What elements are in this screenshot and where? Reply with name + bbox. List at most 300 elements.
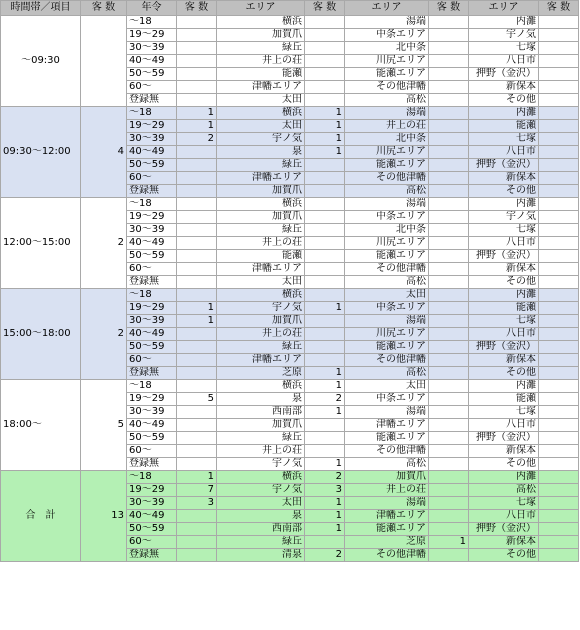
area-2-cell[interactable]: 太田 [345, 380, 429, 393]
area-1-count-cell[interactable]: 1 [305, 523, 345, 536]
age-count-cell[interactable] [177, 211, 217, 224]
age-range-cell[interactable]: 60～ [127, 445, 177, 458]
area-3-count-cell[interactable] [539, 510, 579, 523]
area-3-cell[interactable]: 押野（金沢） [469, 341, 539, 354]
area-3-cell[interactable]: 押野（金沢） [469, 523, 539, 536]
area-1-count-cell[interactable]: 1 [305, 120, 345, 133]
area-1-cell[interactable]: 津幡エリア [217, 263, 305, 276]
age-count-cell[interactable] [177, 354, 217, 367]
header-cell[interactable]: エリア [469, 1, 539, 16]
area-1-count-cell[interactable] [305, 29, 345, 42]
area-2-count-cell[interactable] [429, 380, 469, 393]
age-range-cell[interactable]: 50～59 [127, 68, 177, 81]
area-3-count-cell[interactable] [539, 276, 579, 289]
time-slot-cell[interactable]: ～09:30 [1, 16, 81, 107]
age-range-cell[interactable]: 登録無 [127, 367, 177, 380]
area-3-cell[interactable]: 能瀬 [469, 393, 539, 406]
area-1-cell[interactable]: 横浜 [217, 107, 305, 120]
area-2-cell[interactable]: 北中条 [345, 133, 429, 146]
area-2-cell[interactable]: その他津幡 [345, 445, 429, 458]
age-range-cell[interactable]: 40～49 [127, 146, 177, 159]
age-range-cell[interactable]: 30～39 [127, 224, 177, 237]
age-count-cell[interactable] [177, 16, 217, 29]
area-1-cell[interactable]: 宇ノ気 [217, 302, 305, 315]
area-1-cell[interactable]: 宇ノ気 [217, 458, 305, 471]
area-3-cell[interactable]: 押野（金沢） [469, 159, 539, 172]
area-1-cell[interactable]: 泉 [217, 393, 305, 406]
area-2-count-cell[interactable] [429, 29, 469, 42]
area-1-cell[interactable]: 井上の荘 [217, 328, 305, 341]
area-2-cell[interactable]: 高松 [345, 458, 429, 471]
area-2-count-cell[interactable] [429, 42, 469, 55]
area-3-cell[interactable]: 内灘 [469, 380, 539, 393]
area-1-cell[interactable]: 西南部 [217, 406, 305, 419]
area-3-count-cell[interactable] [539, 458, 579, 471]
area-1-cell[interactable]: 能瀬 [217, 68, 305, 81]
area-2-cell[interactable]: その他津幡 [345, 263, 429, 276]
age-range-cell[interactable]: 50～59 [127, 523, 177, 536]
area-1-count-cell[interactable]: 1 [305, 146, 345, 159]
age-range-cell[interactable]: ～18 [127, 471, 177, 484]
area-3-count-cell[interactable] [539, 198, 579, 211]
area-2-cell[interactable]: 能瀬エリア [345, 68, 429, 81]
age-range-cell[interactable]: 30～39 [127, 406, 177, 419]
area-3-count-cell[interactable] [539, 315, 579, 328]
area-2-count-cell[interactable] [429, 419, 469, 432]
area-2-cell[interactable]: 湯端 [345, 107, 429, 120]
area-3-count-cell[interactable] [539, 263, 579, 276]
area-2-count-cell[interactable] [429, 432, 469, 445]
age-count-cell[interactable] [177, 536, 217, 549]
age-count-cell[interactable] [177, 146, 217, 159]
area-3-cell[interactable]: 能瀬 [469, 302, 539, 315]
age-count-cell[interactable] [177, 55, 217, 68]
area-2-cell[interactable]: 中条エリア [345, 211, 429, 224]
area-1-count-cell[interactable] [305, 42, 345, 55]
area-2-count-cell[interactable] [429, 237, 469, 250]
area-1-cell[interactable]: 太田 [217, 120, 305, 133]
age-range-cell[interactable]: 50～59 [127, 432, 177, 445]
area-2-count-cell[interactable] [429, 250, 469, 263]
area-2-cell[interactable]: 高松 [345, 185, 429, 198]
age-range-cell[interactable]: 19～29 [127, 393, 177, 406]
age-range-cell[interactable]: 40～49 [127, 237, 177, 250]
area-3-cell[interactable]: 能瀬 [469, 120, 539, 133]
area-3-count-cell[interactable] [539, 471, 579, 484]
area-3-count-cell[interactable] [539, 224, 579, 237]
area-1-count-cell[interactable]: 2 [305, 471, 345, 484]
area-1-count-cell[interactable] [305, 445, 345, 458]
age-count-cell[interactable] [177, 406, 217, 419]
area-3-count-cell[interactable] [539, 549, 579, 562]
area-2-count-cell[interactable] [429, 510, 469, 523]
area-1-count-cell[interactable] [305, 224, 345, 237]
area-1-count-cell[interactable]: 1 [305, 510, 345, 523]
area-1-cell[interactable]: 緑丘 [217, 159, 305, 172]
area-3-cell[interactable]: その他 [469, 94, 539, 107]
area-1-count-cell[interactable] [305, 68, 345, 81]
area-1-cell[interactable]: 加賀爪 [217, 185, 305, 198]
area-3-count-cell[interactable] [539, 55, 579, 68]
area-1-count-cell[interactable] [305, 328, 345, 341]
header-cell[interactable]: 客 数 [81, 1, 127, 16]
area-1-cell[interactable]: 加賀爪 [217, 211, 305, 224]
slot-customer-count-cell[interactable]: 4 [81, 107, 127, 198]
area-2-count-cell[interactable] [429, 55, 469, 68]
area-3-count-cell[interactable] [539, 42, 579, 55]
age-count-cell[interactable] [177, 172, 217, 185]
area-3-cell[interactable]: 八日市 [469, 237, 539, 250]
age-range-cell[interactable]: 登録無 [127, 185, 177, 198]
area-2-count-cell[interactable] [429, 393, 469, 406]
area-2-cell[interactable]: その他津幡 [345, 549, 429, 562]
age-count-cell[interactable] [177, 237, 217, 250]
area-2-count-cell[interactable] [429, 211, 469, 224]
area-2-cell[interactable]: 能瀬エリア [345, 341, 429, 354]
area-1-cell[interactable]: 津幡エリア [217, 354, 305, 367]
age-count-cell[interactable]: 1 [177, 471, 217, 484]
slot-customer-count-cell[interactable]: 2 [81, 198, 127, 289]
area-3-cell[interactable]: 内灘 [469, 198, 539, 211]
area-3-count-cell[interactable] [539, 146, 579, 159]
area-1-cell[interactable]: 緑丘 [217, 224, 305, 237]
area-3-count-cell[interactable] [539, 172, 579, 185]
area-3-cell[interactable]: 七塚 [469, 224, 539, 237]
area-1-count-cell[interactable] [305, 159, 345, 172]
area-2-count-cell[interactable] [429, 406, 469, 419]
slot-customer-count-cell[interactable] [81, 16, 127, 107]
age-count-cell[interactable] [177, 549, 217, 562]
area-1-cell[interactable]: 井上の荘 [217, 445, 305, 458]
area-1-count-cell[interactable] [305, 185, 345, 198]
area-2-cell[interactable]: 湯端 [345, 406, 429, 419]
area-3-count-cell[interactable] [539, 445, 579, 458]
area-1-cell[interactable]: 緑丘 [217, 341, 305, 354]
age-count-cell[interactable] [177, 419, 217, 432]
area-1-count-cell[interactable] [305, 198, 345, 211]
area-2-cell[interactable]: 川尻エリア [345, 328, 429, 341]
area-1-cell[interactable]: 横浜 [217, 198, 305, 211]
area-2-count-cell[interactable] [429, 68, 469, 81]
area-1-cell[interactable]: 西南部 [217, 523, 305, 536]
area-2-cell[interactable]: 津幡エリア [345, 419, 429, 432]
area-3-count-cell[interactable] [539, 523, 579, 536]
area-3-cell[interactable]: 八日市 [469, 510, 539, 523]
area-1-count-cell[interactable]: 1 [305, 458, 345, 471]
age-count-cell[interactable] [177, 42, 217, 55]
area-2-cell[interactable]: その他津幡 [345, 172, 429, 185]
area-3-cell[interactable]: 新保本 [469, 263, 539, 276]
area-2-cell[interactable]: 北中条 [345, 224, 429, 237]
area-1-count-cell[interactable] [305, 211, 345, 224]
area-1-count-cell[interactable]: 1 [305, 380, 345, 393]
age-range-cell[interactable]: 60～ [127, 81, 177, 94]
area-1-count-cell[interactable] [305, 289, 345, 302]
area-3-count-cell[interactable] [539, 107, 579, 120]
area-2-cell[interactable]: 湯端 [345, 497, 429, 510]
header-cell[interactable]: エリア [217, 1, 305, 16]
area-2-cell[interactable]: 中条エリア [345, 29, 429, 42]
area-3-count-cell[interactable] [539, 185, 579, 198]
age-count-cell[interactable] [177, 263, 217, 276]
area-2-count-cell[interactable] [429, 159, 469, 172]
area-1-count-cell[interactable] [305, 16, 345, 29]
area-3-count-cell[interactable] [539, 432, 579, 445]
area-1-count-cell[interactable] [305, 81, 345, 94]
header-cell[interactable]: 客 数 [539, 1, 579, 16]
area-2-cell[interactable]: 高松 [345, 94, 429, 107]
area-1-cell[interactable]: 緑丘 [217, 432, 305, 445]
area-3-cell[interactable]: その他 [469, 185, 539, 198]
area-2-cell[interactable]: 川尻エリア [345, 146, 429, 159]
area-3-count-cell[interactable] [539, 16, 579, 29]
area-3-count-cell[interactable] [539, 211, 579, 224]
area-2-count-cell[interactable] [429, 198, 469, 211]
area-2-count-cell[interactable] [429, 172, 469, 185]
area-1-cell[interactable]: 太田 [217, 497, 305, 510]
area-1-count-cell[interactable] [305, 250, 345, 263]
area-1-cell[interactable]: 加賀爪 [217, 419, 305, 432]
area-3-cell[interactable]: 新保本 [469, 445, 539, 458]
area-3-cell[interactable]: その他 [469, 367, 539, 380]
age-count-cell[interactable] [177, 159, 217, 172]
area-3-cell[interactable]: 押野（金沢） [469, 432, 539, 445]
area-1-cell[interactable]: 清泉 [217, 549, 305, 562]
area-2-cell[interactable]: 中条エリア [345, 302, 429, 315]
area-2-count-cell[interactable] [429, 328, 469, 341]
age-count-cell[interactable]: 1 [177, 120, 217, 133]
area-2-cell[interactable]: その他津幡 [345, 354, 429, 367]
age-count-cell[interactable] [177, 510, 217, 523]
area-3-count-cell[interactable] [539, 302, 579, 315]
area-2-count-cell[interactable] [429, 471, 469, 484]
area-3-cell[interactable]: 高松 [469, 484, 539, 497]
area-3-cell[interactable]: その他 [469, 276, 539, 289]
age-count-cell[interactable] [177, 68, 217, 81]
header-cell[interactable]: 時間帯／項目 [1, 1, 81, 16]
area-1-cell[interactable]: 緑丘 [217, 536, 305, 549]
age-range-cell[interactable]: 登録無 [127, 458, 177, 471]
age-range-cell[interactable]: 19～29 [127, 484, 177, 497]
area-3-count-cell[interactable] [539, 237, 579, 250]
age-count-cell[interactable] [177, 445, 217, 458]
area-2-count-cell[interactable] [429, 16, 469, 29]
area-1-count-cell[interactable]: 1 [305, 133, 345, 146]
area-3-cell[interactable]: 内灘 [469, 471, 539, 484]
time-slot-cell[interactable]: 18:00～ [1, 380, 81, 471]
header-cell[interactable]: 客 数 [429, 1, 469, 16]
age-range-cell[interactable]: ～18 [127, 16, 177, 29]
area-2-count-cell[interactable] [429, 263, 469, 276]
age-count-cell[interactable] [177, 458, 217, 471]
area-2-count-cell[interactable] [429, 133, 469, 146]
area-3-count-cell[interactable] [539, 367, 579, 380]
area-2-cell[interactable]: 湯端 [345, 315, 429, 328]
age-count-cell[interactable] [177, 29, 217, 42]
area-2-cell[interactable]: その他津幡 [345, 81, 429, 94]
area-3-cell[interactable]: 宇ノ気 [469, 211, 539, 224]
age-range-cell[interactable]: 40～49 [127, 419, 177, 432]
age-count-cell[interactable] [177, 341, 217, 354]
area-1-count-cell[interactable]: 1 [305, 406, 345, 419]
age-range-cell[interactable]: 19～29 [127, 29, 177, 42]
area-3-cell[interactable]: 内灘 [469, 107, 539, 120]
area-1-cell[interactable]: 横浜 [217, 16, 305, 29]
area-2-count-cell[interactable] [429, 81, 469, 94]
age-count-cell[interactable] [177, 328, 217, 341]
area-1-cell[interactable]: 津幡エリア [217, 172, 305, 185]
area-3-cell[interactable]: 七塚 [469, 315, 539, 328]
area-2-count-cell[interactable] [429, 549, 469, 562]
area-3-count-cell[interactable] [539, 289, 579, 302]
time-slot-cell[interactable]: 15:00～18:00 [1, 289, 81, 380]
area-2-cell[interactable]: 能瀬エリア [345, 250, 429, 263]
area-2-cell[interactable]: 能瀬エリア [345, 523, 429, 536]
area-3-count-cell[interactable] [539, 380, 579, 393]
area-1-count-cell[interactable]: 1 [305, 497, 345, 510]
age-count-cell[interactable] [177, 432, 217, 445]
age-count-cell[interactable]: 1 [177, 302, 217, 315]
area-3-cell[interactable]: その他 [469, 549, 539, 562]
area-1-cell[interactable]: 宇ノ気 [217, 484, 305, 497]
area-1-count-cell[interactable] [305, 94, 345, 107]
age-range-cell[interactable]: 19～29 [127, 120, 177, 133]
area-1-count-cell[interactable] [305, 237, 345, 250]
area-1-cell[interactable]: 加賀爪 [217, 29, 305, 42]
area-3-count-cell[interactable] [539, 133, 579, 146]
area-2-count-cell[interactable] [429, 484, 469, 497]
area-2-count-cell[interactable] [429, 367, 469, 380]
area-3-cell[interactable]: 新保本 [469, 81, 539, 94]
area-1-cell[interactable]: 泉 [217, 146, 305, 159]
header-cell[interactable]: 客 数 [177, 1, 217, 16]
area-3-count-cell[interactable] [539, 250, 579, 263]
area-3-count-cell[interactable] [539, 120, 579, 133]
area-3-count-cell[interactable] [539, 354, 579, 367]
age-count-cell[interactable] [177, 523, 217, 536]
area-3-cell[interactable]: その他 [469, 458, 539, 471]
area-2-count-cell[interactable] [429, 445, 469, 458]
age-count-cell[interactable] [177, 81, 217, 94]
area-2-count-cell[interactable] [429, 120, 469, 133]
area-2-count-cell[interactable]: 1 [429, 536, 469, 549]
slot-customer-count-cell[interactable]: 2 [81, 289, 127, 380]
age-range-cell[interactable]: 登録無 [127, 276, 177, 289]
area-2-count-cell[interactable] [429, 497, 469, 510]
age-range-cell[interactable]: 登録無 [127, 549, 177, 562]
area-2-count-cell[interactable] [429, 523, 469, 536]
area-1-cell[interactable]: 宇ノ気 [217, 133, 305, 146]
age-range-cell[interactable]: 30～39 [127, 497, 177, 510]
area-2-cell[interactable]: 井上の荘 [345, 120, 429, 133]
area-1-count-cell[interactable]: 2 [305, 549, 345, 562]
area-1-cell[interactable]: 太田 [217, 276, 305, 289]
area-2-cell[interactable]: 川尻エリア [345, 237, 429, 250]
age-range-cell[interactable]: 50～59 [127, 159, 177, 172]
area-2-cell[interactable]: 川尻エリア [345, 55, 429, 68]
age-range-cell[interactable]: 19～29 [127, 211, 177, 224]
area-2-count-cell[interactable] [429, 341, 469, 354]
age-range-cell[interactable]: 50～59 [127, 341, 177, 354]
age-count-cell[interactable] [177, 94, 217, 107]
area-3-cell[interactable]: 七塚 [469, 406, 539, 419]
age-count-cell[interactable]: 2 [177, 133, 217, 146]
area-1-count-cell[interactable] [305, 354, 345, 367]
age-range-cell[interactable]: 60～ [127, 536, 177, 549]
time-slot-cell[interactable]: 合 計 [1, 471, 81, 562]
age-range-cell[interactable]: 40～49 [127, 55, 177, 68]
age-range-cell[interactable]: 19～29 [127, 302, 177, 315]
area-2-cell[interactable]: 能瀬エリア [345, 432, 429, 445]
area-1-count-cell[interactable] [305, 432, 345, 445]
age-range-cell[interactable]: ～18 [127, 107, 177, 120]
age-range-cell[interactable]: 40～49 [127, 510, 177, 523]
area-3-count-cell[interactable] [539, 341, 579, 354]
area-3-count-cell[interactable] [539, 419, 579, 432]
area-1-count-cell[interactable]: 1 [305, 302, 345, 315]
area-3-count-cell[interactable] [539, 68, 579, 81]
age-count-cell[interactable] [177, 250, 217, 263]
area-2-count-cell[interactable] [429, 458, 469, 471]
area-1-cell[interactable]: 横浜 [217, 471, 305, 484]
area-1-cell[interactable]: 泉 [217, 510, 305, 523]
age-count-cell[interactable]: 5 [177, 393, 217, 406]
area-3-cell[interactable]: 新保本 [469, 536, 539, 549]
area-1-cell[interactable]: 横浜 [217, 289, 305, 302]
age-count-cell[interactable]: 1 [177, 107, 217, 120]
age-range-cell[interactable]: 60～ [127, 172, 177, 185]
header-cell[interactable]: エリア [345, 1, 429, 16]
area-3-count-cell[interactable] [539, 497, 579, 510]
area-1-count-cell[interactable]: 1 [305, 367, 345, 380]
area-2-cell[interactable]: 芝原 [345, 536, 429, 549]
area-3-count-cell[interactable] [539, 29, 579, 42]
area-3-cell[interactable]: 八日市 [469, 419, 539, 432]
age-count-cell[interactable]: 3 [177, 497, 217, 510]
age-range-cell[interactable]: 30～39 [127, 42, 177, 55]
area-3-cell[interactable]: 内灘 [469, 16, 539, 29]
area-1-count-cell[interactable]: 1 [305, 107, 345, 120]
header-cell[interactable]: 客 数 [305, 1, 345, 16]
area-3-cell[interactable]: 七塚 [469, 497, 539, 510]
time-slot-cell[interactable]: 12:00～15:00 [1, 198, 81, 289]
age-count-cell[interactable] [177, 198, 217, 211]
area-3-cell[interactable]: 新保本 [469, 172, 539, 185]
age-count-cell[interactable] [177, 224, 217, 237]
age-count-cell[interactable] [177, 289, 217, 302]
area-1-cell[interactable]: 能瀬 [217, 250, 305, 263]
age-range-cell[interactable]: 60～ [127, 263, 177, 276]
area-2-cell[interactable]: 北中条 [345, 42, 429, 55]
area-2-cell[interactable]: 能瀬エリア [345, 159, 429, 172]
area-2-count-cell[interactable] [429, 354, 469, 367]
area-2-count-cell[interactable] [429, 94, 469, 107]
slot-customer-count-cell[interactable]: 13 [81, 471, 127, 562]
age-range-cell[interactable]: ～18 [127, 380, 177, 393]
area-1-cell[interactable]: 井上の荘 [217, 55, 305, 68]
area-2-count-cell[interactable] [429, 276, 469, 289]
area-3-cell[interactable]: 押野（金沢） [469, 250, 539, 263]
area-1-count-cell[interactable]: 2 [305, 393, 345, 406]
area-3-count-cell[interactable] [539, 536, 579, 549]
area-2-cell[interactable]: 太田 [345, 289, 429, 302]
age-count-cell[interactable]: 7 [177, 484, 217, 497]
area-2-count-cell[interactable] [429, 302, 469, 315]
area-1-count-cell[interactable] [305, 419, 345, 432]
area-2-cell[interactable]: 高松 [345, 276, 429, 289]
age-range-cell[interactable]: 50～59 [127, 250, 177, 263]
area-2-cell[interactable]: 高松 [345, 367, 429, 380]
